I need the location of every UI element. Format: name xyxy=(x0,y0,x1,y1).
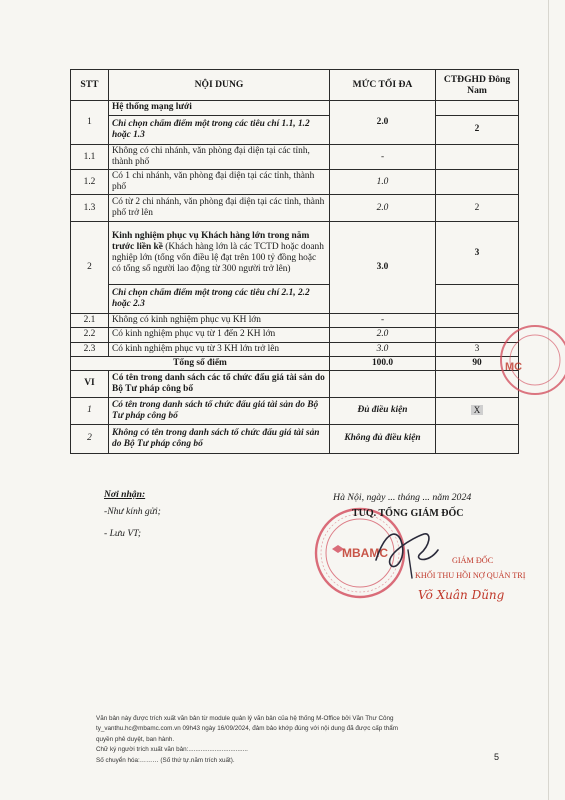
cell-max: - xyxy=(330,145,436,170)
header-content: NỘI DUNG xyxy=(109,70,330,101)
table-row xyxy=(71,314,519,328)
total-score: 90 xyxy=(436,356,519,370)
cell-max: 2.0 xyxy=(330,195,436,222)
cell-text: Không có tên trong danh sách tổ chức đấu giá tài sản do Bộ Tư pháp công bố xyxy=(109,424,330,453)
cell-max: 2.0 xyxy=(330,328,436,342)
footer-line: Chữ ký người trích xuất văn bản:.................................. xyxy=(96,746,248,754)
signature-role: GIÁM ĐỐC xyxy=(452,556,494,565)
cell-stt: 1.1 xyxy=(71,145,109,170)
total-max: 100.0 xyxy=(330,356,436,370)
table-row xyxy=(71,424,519,453)
cell-stt: 2.3 xyxy=(71,342,109,356)
cell-score: 2 xyxy=(436,116,519,145)
cell-stt: 2.1 xyxy=(71,314,109,328)
header-score: CTĐGHD Đông Nam xyxy=(436,70,519,101)
cell-score: 2 xyxy=(436,195,519,222)
cell-max: - xyxy=(330,314,436,328)
cell-max: 2.0 xyxy=(330,101,436,145)
page-number: 5 xyxy=(494,752,500,762)
cell-title: Kinh nghiệm phục vụ Khách hàng lớn trong năm trước liền kề xyxy=(112,231,310,253)
cell-max: Đủ điều kiện xyxy=(330,397,436,424)
table-row xyxy=(71,370,519,397)
stamp-text: MBAMC xyxy=(342,546,388,560)
footer-note xyxy=(96,714,476,766)
recipient-line: - Lưu VT; xyxy=(104,528,142,539)
footer-line: quyền phê duyệt, ban hành. xyxy=(96,735,175,743)
side-stamp-icon xyxy=(497,318,565,402)
cell-text: Không có kinh nghiệm phục vụ KH lớn xyxy=(109,314,330,328)
cell-text: Có kinh nghiệm phục vụ từ 1 đến 2 KH lớn xyxy=(109,328,330,342)
footer-line: Văn bản này được trích xuất văn bản từ module quản lý văn bản của hệ thống M-Office bởi Văn Thư Công xyxy=(96,715,394,722)
table-row xyxy=(71,145,519,170)
table-header-row xyxy=(71,70,519,101)
checked-mark: X xyxy=(471,405,484,416)
footer-line: ty_vanthu.hc@mbamc.com.vn 09h43 ngày 16/09/2024, đảm bảo khớp đúng với nội dung đã được cấp thẩm xyxy=(96,725,398,733)
cell-score-empty xyxy=(436,145,519,170)
cell-score-empty xyxy=(436,101,519,116)
cell-text: Có tên trong danh sách các tổ chức đấu giá tài sản do Bộ Tư pháp công bố xyxy=(109,370,330,397)
side-stamp-text: MC xyxy=(505,361,523,373)
cell-max: 3.0 xyxy=(330,342,436,356)
table-row xyxy=(71,116,519,145)
header-max: MỨC TỐI ĐA xyxy=(330,70,436,101)
cell-stt: 1 xyxy=(71,101,109,145)
signature-date: Hà Nội, ngày ... tháng ... năm 2024 xyxy=(333,492,472,503)
table-row xyxy=(71,101,519,116)
table-row xyxy=(71,397,519,424)
signature-title: TUQ. TỔNG GIÁM ĐỐC xyxy=(352,508,464,519)
recipients-block xyxy=(104,489,161,550)
cell-max: 3.0 xyxy=(330,222,436,314)
evaluation-table xyxy=(70,69,519,454)
cell-note: Chỉ chọn chấm điểm một trong các tiêu chí 2.1, 2.2 hoặc 2.3 xyxy=(109,285,330,314)
total-row xyxy=(71,356,519,370)
total-label: Tổng số điểm xyxy=(71,356,330,370)
cell-note: Chỉ chọn chấm điểm một trong các tiêu chí 1.1, 1.2 hoặc 1.3 xyxy=(109,116,330,145)
cell-stt: 1 xyxy=(71,397,109,424)
cell-stt: 1.3 xyxy=(71,195,109,222)
cell-score-empty xyxy=(436,285,519,314)
cell-stt: 2 xyxy=(71,222,109,314)
cell-text: Có tên trong danh sách tổ chức đấu giá tài sản do Bộ Tư pháp công bố xyxy=(109,397,330,424)
recipients-title: Nơi nhận: xyxy=(104,489,146,500)
cell-max: 1.0 xyxy=(330,170,436,195)
signature-name: Võ Xuân Dũng xyxy=(418,588,505,602)
cell-score-empty xyxy=(436,170,519,195)
recipient-line: -Như kính gửi; xyxy=(104,506,161,517)
cell-score: 3 xyxy=(436,222,519,285)
cell-stt: 1.2 xyxy=(71,170,109,195)
cell-desc: (Khách hàng lớn là các TCTD hoặc doanh nghiệp lớn (tổng vốn điều lệ đạt trên 100 tỷ đồng hoặc có tổng số người lao động từ 300 người trở lên) xyxy=(112,242,324,275)
table-row xyxy=(71,170,519,195)
cell-text: Có 1 chi nhánh, văn phòng đại diện tại các tỉnh, thành phố xyxy=(109,170,330,195)
cell-stt: 2.2 xyxy=(71,328,109,342)
cell-stt: VI xyxy=(71,370,109,397)
table-row xyxy=(71,222,519,285)
header-stt: STT xyxy=(71,70,109,101)
table-row xyxy=(71,328,519,342)
signature-unit: KHỐI THU HỒI NỢ QUẢN TRỊ xyxy=(415,571,526,580)
cell-text: Có từ 2 chi nhánh, văn phòng đại diện tại các tỉnh, thành phố trở lên xyxy=(109,195,330,222)
cell-score: 3 xyxy=(436,342,519,356)
table-row xyxy=(71,195,519,222)
cell-empty xyxy=(436,424,519,453)
cell-text xyxy=(109,222,330,285)
table-row xyxy=(71,285,519,314)
table-row xyxy=(71,342,519,356)
cell-empty xyxy=(330,370,436,397)
footer-line: Số chuyển hóa:……… (Số thứ tự.năm trích xuất). xyxy=(96,756,235,764)
cell-title: Hệ thống mạng lưới xyxy=(109,101,330,116)
cell-text: Có kinh nghiệm phục vụ từ 3 KH lớn trở lên xyxy=(109,342,330,356)
cell-max: Không đủ điều kiện xyxy=(330,424,436,453)
cell-text: Không có chi nhánh, văn phòng đại diện tại các tỉnh, thành phố xyxy=(109,145,330,170)
cell-stt: 2 xyxy=(71,424,109,453)
